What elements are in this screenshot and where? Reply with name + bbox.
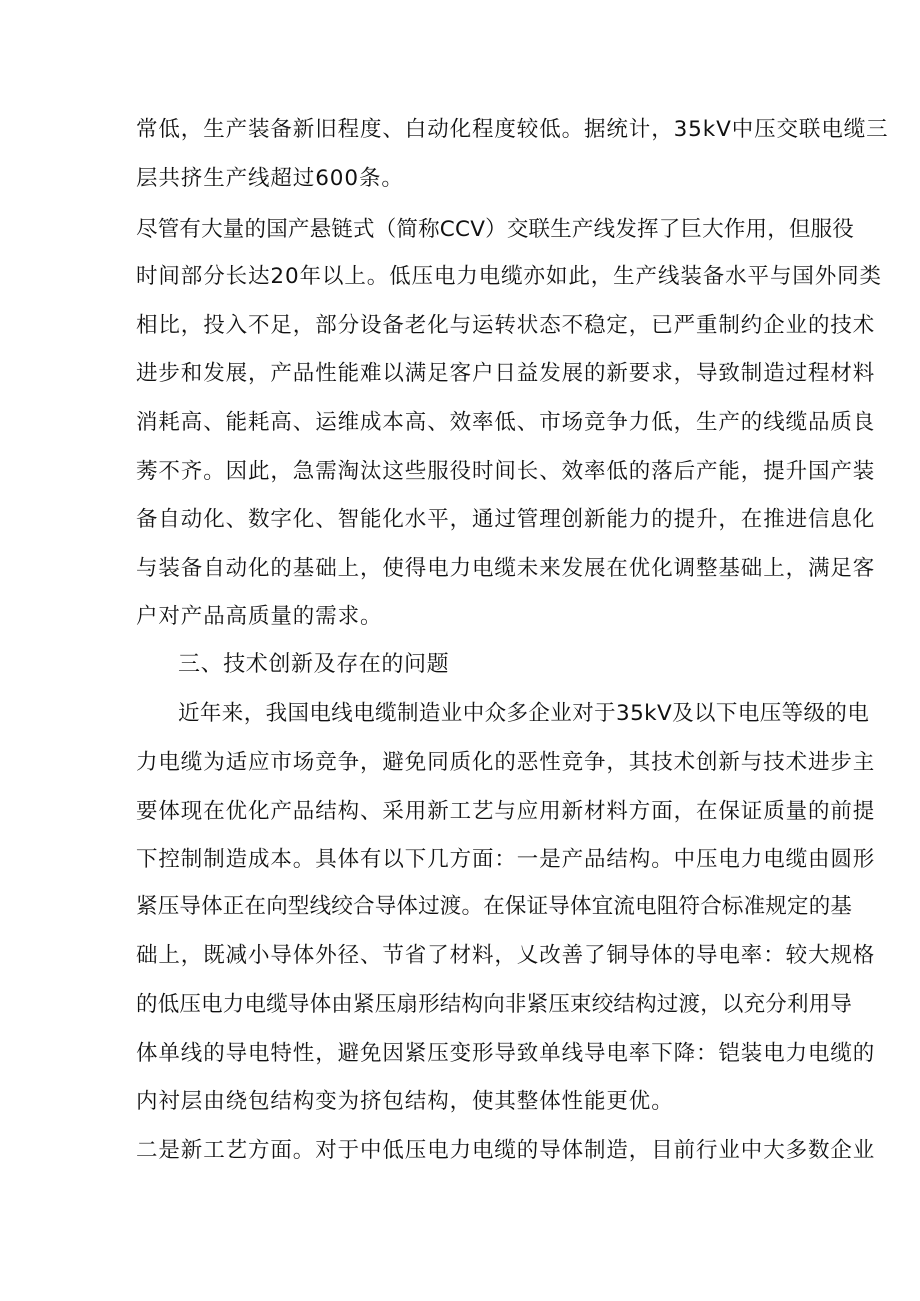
- text-line: 二是新工艺方面。对于中低压电力电缆的导体制造，目前行业中大多数企业: [136, 1138, 876, 1163]
- text-line: 莠不齐。因此，急需淘汰这些服役时间长、效率低的落后产能，提升国产装: [136, 459, 876, 484]
- text-line: 层共挤生产线超过600条。: [136, 166, 404, 191]
- text-line: 近年来，我国电线电缆制造业中众多企业对于35kV及以下电压等级的电: [178, 701, 870, 726]
- text-line: 的低压电力电缆导体由紧压扇形结构向非紧压束绞结构过渡，以充分利用导: [136, 992, 853, 1017]
- text-line: 消耗高、能耗高、运维成本高、效率低、市场竞争力低，生产的线缆品质良: [136, 410, 876, 435]
- text-line: 时间部分长达20年以上。低压电力电缆亦如此，生产线装备水平与国外同类: [136, 264, 882, 289]
- text-line: 常低，生产装备新旧程度、白动化程度较低。据统计，35kV中压交联电缆三: [136, 117, 889, 142]
- text-line: 体单线的导电特性，避免因紧压变形导致单线导电率下降：铠装电力电缆的: [136, 1041, 876, 1066]
- section-heading: 三、技术创新及存在的问题: [178, 651, 450, 676]
- text-line: 要体现在优化产品结构、采用新工艺与应用新材料方面，在保证质量的前提: [136, 799, 876, 824]
- text-line: 内衬层由绕包结构变为挤包结构，使其整体性能更优。: [136, 1089, 674, 1114]
- text-line: 紧压导体正在向型线绞合导体过渡。在保证导体宜流电阻符合标准规定的基: [136, 894, 853, 919]
- text-line: 进步和发展，产品性能难以满足客户日益发展的新要求，导致制造过程材料: [136, 361, 876, 386]
- text-line: 力电缆为适应市场竞争，避免同质化的恶性竞争，其技术创新与技术进步主: [136, 750, 876, 775]
- text-line: 备自动化、数字化、智能化水平，通过管理创新能力的提升，在推进信息化: [136, 507, 876, 532]
- text-line: 相比，投入不足，部分设备老化与运转状态不稳定，已严重制约企业的技术: [136, 313, 876, 338]
- text-line: 础上，既减小导体外径、节省了材料，乂改善了铜导体的导电率：较大规格: [136, 943, 876, 968]
- text-line: 尽管有大量的国产悬链式（简称CCV）交联生产线发挥了巨大作用，但服役: [136, 217, 855, 242]
- text-line: 下控制制造成本。具体有以下几方面：一是产品结构。中压电力电缆由圆形: [136, 847, 876, 872]
- text-line: 户对产品高质量的需求。: [136, 604, 383, 629]
- text-line: 与装备自动化的基础上，使得电力电缆未来发展在优化调整基础上，满足客: [136, 556, 876, 581]
